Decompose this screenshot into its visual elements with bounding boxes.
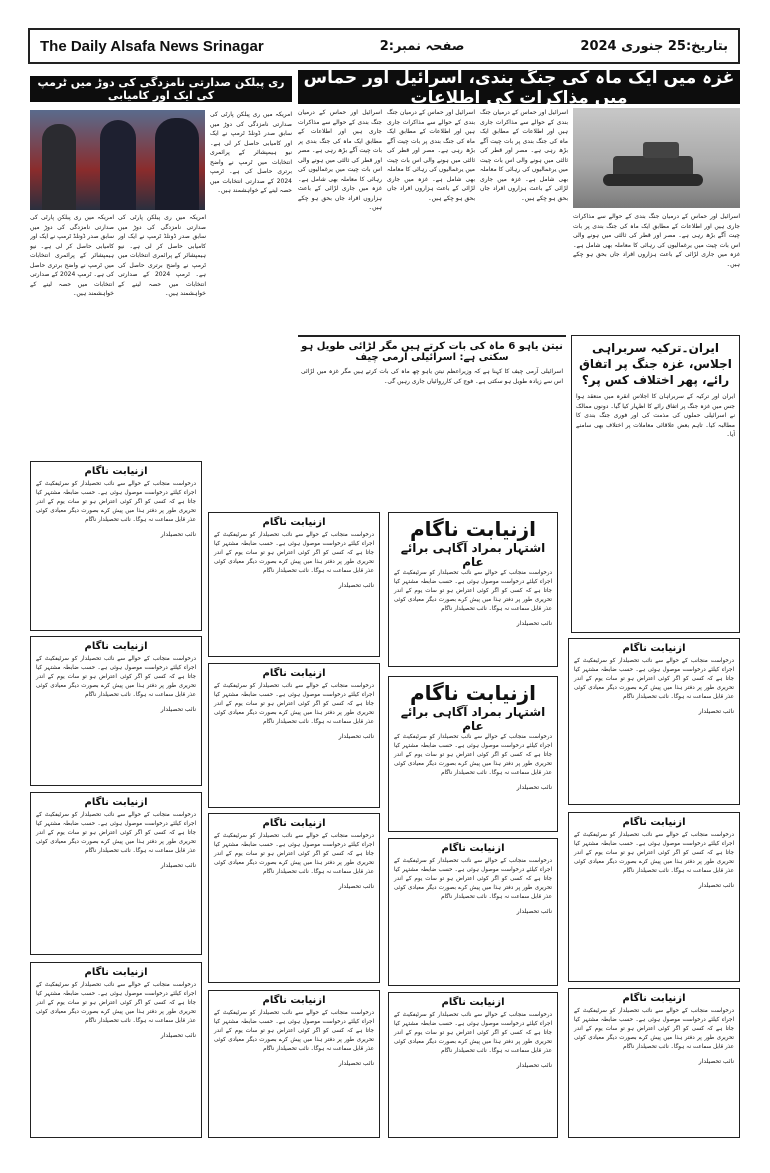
notice-signature: نائب تحصیلدار: [338, 733, 374, 740]
notice-signature: نائب تحصیلدار: [698, 882, 734, 889]
notice-signature: نائب تحصیلدار: [698, 1058, 734, 1065]
notice-signature: نائب تحصیلدار: [160, 1032, 196, 1039]
notice-box: [30, 792, 202, 955]
notice-signature: نائب تحصیلدار: [338, 1060, 374, 1067]
netanyahu-body: اسرائیلی آرمی چیف کا کہنا ہے کہ وزیراعظم نیتن یاہو چھ ماہ کی بات کرتے ہیں مگر غزہ میں لڑائی اس سے زیادہ طویل ہو سکتی ہے۔ فوج کی کارروائیاں جاری رہیں گی۔: [301, 368, 563, 385]
notice-box: [568, 638, 740, 805]
netanyahu-headline: نیتن یاہو 6 ماہ کی بات کرتے ہیں مگر لڑائی طویل ہو سکتی ہے: اسرائیلی آرمی چیف: [301, 341, 563, 363]
notice-heading: ازنیابت ناگام: [84, 466, 148, 477]
notice-box: [568, 988, 740, 1138]
masthead: [28, 28, 740, 64]
notice-box: [208, 990, 380, 1138]
notice-box: [388, 838, 558, 986]
notice-box: [388, 992, 558, 1138]
notice-large-2: [388, 676, 558, 832]
notice-body: درخواست منجانب کے حوالے سے نائب تحصیلدار کو سرٹیفکیٹ کے اجراء کیلئے درخواست موصول ہوئی ہے۔ حسب ضابطہ مشتہر کیا جاتا ہے کہ کسی کو اگر کوئی اعتراض ہو تو سات یوم کے اندر تحریری طور پر دفتر ہذا میں پیش کرے بصورت دیگر معیادی کوئی عذر قابل سماعت نہ ہوگا۔ نائب تحصیلدار ناگام: [394, 734, 552, 776]
notice-heading: ازنیابت ناگام: [441, 843, 505, 854]
notice-signature: نائب تحصیلدار: [160, 531, 196, 538]
trump-headline: ری پبلکن صدارتی نامزدگی کی دوڑ میں ٹرمپ کی ایک اور کامیابی: [30, 76, 292, 102]
trump-photo: [30, 110, 205, 210]
netanyahu-article: [298, 335, 566, 507]
notice-signature: نائب تحصیلدار: [516, 784, 552, 791]
notice-heading: ازنیابت ناگام: [84, 797, 148, 808]
notice-signature: نائب تحصیلدار: [160, 706, 196, 713]
gaza-article-col3: اسرائیل اور حماس کے درمیان جنگ بندی کے حوالے سے مذاکرات جاری ہیں اور اطلاعات کے مطابق ایک ماہ کی جنگ بندی پر بات چیت آگے بڑھ رہی ہے۔ مصر اور قطر کی ثالثی میں ہونے والی اس بات چیت میں یرغمالیوں کی رہائی کا معاملہ بھی شامل ہے۔ غزہ میں جاری لڑائی کے باعث ہزاروں افراد جاں بحق ہو چکے ہیں۔: [387, 109, 475, 202]
tank-photo: [573, 108, 740, 208]
notice-signature: نائب تحصیلدار: [338, 883, 374, 890]
notice-body: درخواست منجانب کے حوالے سے نائب تحصیلدار کو سرٹیفکیٹ کے اجراء کیلئے درخواست موصول ہوئی ہے۔ حسب ضابطہ مشتہر کیا جاتا ہے کہ کسی کو اگر کوئی اعتراض ہو تو سات یوم کے اندر تحریری طور پر دفتر ہذا میں پیش کرے بصورت دیگر معیادی کوئی عذر قابل سماعت نہ ہوگا۔ نائب تحصیلدار ناگام: [394, 1012, 552, 1054]
notice-body: درخواست منجانب کے حوالے سے نائب تحصیلدار کو سرٹیفکیٹ کے اجراء کیلئے درخواست موصول ہوئی ہے۔ حسب ضابطہ مشتہر کیا جاتا ہے کہ کسی کو اگر کوئی اعتراض ہو تو سات یوم کے اندر تحریری طور پر دفتر ہذا میں پیش کرے بصورت دیگر معیادی کوئی عذر قابل سماعت نہ ہوگا۔ نائب تحصیلدار ناگام: [574, 658, 734, 700]
notice-heading: ازنیابت ناگام: [84, 967, 148, 978]
notice-body: درخواست منجانب کے حوالے سے نائب تحصیلدار کو سرٹیفکیٹ کے اجراء کیلئے درخواست موصول ہوئی ہے۔ حسب ضابطہ مشتہر کیا جاتا ہے کہ کسی کو اگر کوئی اعتراض ہو تو سات یوم کے اندر تحریری طور پر دفتر ہذا میں پیش کرے بصورت دیگر معیادی کوئی عذر قابل سماعت نہ ہوگا۔ نائب تحصیلدار ناگام: [394, 570, 552, 612]
notice-box: [30, 636, 202, 786]
notice-heading: ازنیابت ناگام: [262, 995, 326, 1006]
notice-signature: نائب تحصیلدار: [516, 620, 552, 627]
issue-date: بتاریخ:25 جنوری 2024: [580, 38, 728, 54]
iran-article: [571, 335, 740, 633]
notice-signature: نائب تحصیلدار: [516, 1062, 552, 1069]
notice-body: درخواست منجانب کے حوالے سے نائب تحصیلدار کو سرٹیفکیٹ کے اجراء کیلئے درخواست موصول ہوئی ہے۔ حسب ضابطہ مشتہر کیا جاتا ہے کہ کسی کو اگر کوئی اعتراض ہو تو سات یوم کے اندر تحریری طور پر دفتر ہذا میں پیش کرے بصورت دیگر معیادی کوئی عذر قابل سماعت نہ ہوگا۔ نائب تحصیلدار ناگام: [36, 982, 196, 1024]
notice-signature: نائب تحصیلدار: [338, 582, 374, 589]
notice-heading: ازنیابت ناگام: [409, 517, 536, 541]
notice-heading: ازنیابت ناگام: [262, 668, 326, 679]
notice-subheading: اشتہار بمراد آگاہی برائے عام: [400, 705, 546, 733]
notice-box: [208, 663, 380, 808]
notice-heading: ازنیابت ناگام: [622, 817, 686, 828]
notice-heading: ازنیابت ناگام: [84, 641, 148, 652]
iran-body: ایران اور ترکیہ کے سربراہان کا اجلاس انقرہ میں منعقد ہوا جس میں غزہ جنگ پر اتفاق رائے کا اظہار کیا گیا۔ دونوں ممالک نے اسرائیلی حملوں کی مذمت کی اور فوری جنگ بندی کا مطالبہ کیا۔ تاہم بعض علاقائی معاملات پر اختلاف بھی سامنے آیا۔: [576, 393, 735, 438]
main-headline: غزہ میں ایک ماہ کی جنگ بندی، اسرائیل اور حماس میں مذاکرات کی اطلاعات: [298, 70, 740, 104]
notice-box: [30, 461, 202, 631]
newspaper-title: The Daily Alsafa News Srinagar: [40, 37, 264, 55]
notice-body: درخواست منجانب کے حوالے سے نائب تحصیلدار کو سرٹیفکیٹ کے اجراء کیلئے درخواست موصول ہوئی ہے۔ حسب ضابطہ مشتہر کیا جاتا ہے کہ کسی کو اگر کوئی اعتراض ہو تو سات یوم کے اندر تحریری طور پر دفتر ہذا میں پیش کرے بصورت دیگر معیادی کوئی عذر قابل سماعت نہ ہوگا۔ نائب تحصیلدار ناگام: [394, 858, 552, 900]
notice-signature: نائب تحصیلدار: [698, 708, 734, 715]
trump-article-col2: امریکہ میں ری پبلکن پارٹی کی صدارتی نامزدگی کی دوڑ میں سابق صدر ڈونلڈ ٹرمپ نے ایک اور کامیابی حاصل کر لی ہے۔ نیو ہیمپشائر کے پرائمری انتخابات میں ٹرمپ نے واضح برتری حاصل کی ہے۔ ٹرمپ 2024 کے صدارتی انتخابات میں حصہ لینے کے خواہشمند ہیں۔: [118, 214, 206, 297]
gaza-article-col2: اسرائیل اور حماس کے درمیان جنگ بندی کے حوالے سے مذاکرات جاری ہیں اور اطلاعات کے مطابق ایک ماہ کی جنگ بندی پر بات چیت آگے بڑھ رہی ہے۔ مصر اور قطر کی ثالثی میں ہونے والی اس بات چیت میں یرغمالیوں کی رہائی کا معاملہ بھی شامل ہے۔ غزہ میں جاری لڑائی کے باعث ہزاروں افراد جاں بحق ہو چکے ہیں۔: [480, 109, 568, 202]
notice-box: [208, 813, 380, 983]
notice-heading: ازنیابت ناگام: [441, 997, 505, 1008]
notice-body: درخواست منجانب کے حوالے سے نائب تحصیلدار کو سرٹیفکیٹ کے اجراء کیلئے درخواست موصول ہوئی ہے۔ حسب ضابطہ مشتہر کیا جاتا ہے کہ کسی کو اگر کوئی اعتراض ہو تو سات یوم کے اندر تحریری طور پر دفتر ہذا میں پیش کرے بصورت دیگر معیادی کوئی عذر قابل سماعت نہ ہوگا۔ نائب تحصیلدار ناگام: [214, 833, 374, 875]
notice-body: درخواست منجانب کے حوالے سے نائب تحصیلدار کو سرٹیفکیٹ کے اجراء کیلئے درخواست موصول ہوئی ہے۔ حسب ضابطہ مشتہر کیا جاتا ہے کہ کسی کو اگر کوئی اعتراض ہو تو سات یوم کے اندر تحریری طور پر دفتر ہذا میں پیش کرے بصورت دیگر معیادی کوئی عذر قابل سماعت نہ ہوگا۔ نائب تحصیلدار ناگام: [36, 812, 196, 854]
notice-large-1: [388, 512, 558, 667]
gaza-article-col4: اسرائیل اور حماس کے درمیان جنگ بندی کے حوالے سے مذاکرات جاری ہیں اور اطلاعات کے مطابق ایک ماہ کی جنگ بندی پر بات چیت آگے بڑھ رہی ہے۔ مصر اور قطر کی ثالثی میں ہونے والی اس بات چیت میں یرغمالیوں کی رہائی کا معاملہ بھی شامل ہے۔ غزہ میں جاری لڑائی کے باعث ہزاروں افراد جاں بحق ہو چکے ہیں۔: [298, 109, 382, 211]
notice-heading: ازنیابت ناگام: [622, 993, 686, 1004]
page-number: صفحہ نمبر:2: [379, 38, 465, 54]
notice-body: درخواست منجانب کے حوالے سے نائب تحصیلدار کو سرٹیفکیٹ کے اجراء کیلئے درخواست موصول ہوئی ہے۔ حسب ضابطہ مشتہر کیا جاتا ہے کہ کسی کو اگر کوئی اعتراض ہو تو سات یوم کے اندر تحریری طور پر دفتر ہذا میں پیش کرے بصورت دیگر معیادی کوئی عذر قابل سماعت نہ ہوگا۔ نائب تحصیلدار ناگام: [36, 656, 196, 698]
notice-body: درخواست منجانب کے حوالے سے نائب تحصیلدار کو سرٹیفکیٹ کے اجراء کیلئے درخواست موصول ہوئی ہے۔ حسب ضابطہ مشتہر کیا جاتا ہے کہ کسی کو اگر کوئی اعتراض ہو تو سات یوم کے اندر تحریری طور پر دفتر ہذا میں پیش کرے بصورت دیگر معیادی کوئی عذر قابل سماعت نہ ہوگا۔ نائب تحصیلدار ناگام: [214, 683, 374, 725]
notice-body: درخواست منجانب کے حوالے سے نائب تحصیلدار کو سرٹیفکیٹ کے اجراء کیلئے درخواست موصول ہوئی ہے۔ حسب ضابطہ مشتہر کیا جاتا ہے کہ کسی کو اگر کوئی اعتراض ہو تو سات یوم کے اندر تحریری طور پر دفتر ہذا میں پیش کرے بصورت دیگر معیادی کوئی عذر قابل سماعت نہ ہوگا۔ نائب تحصیلدار ناگام: [574, 1008, 734, 1050]
trump-article-col1: امریکہ میں ری پبلکن پارٹی کی صدارتی نامزدگی کی دوڑ میں سابق صدر ڈونلڈ ٹرمپ نے ایک اور کامیابی حاصل کر لی ہے۔ نیو ہیمپشائر کے پرائمری انتخابات میں ٹرمپ نے واضح برتری حاصل کی ہے۔ ٹرمپ 2024 کے صدارتی انتخابات میں حصہ لینے کے خواہشمند ہیں۔: [210, 111, 292, 194]
notice-heading: ازنیابت ناگام: [262, 818, 326, 829]
notice-heading: ازنیابت ناگام: [409, 681, 536, 705]
notice-subheading: اشتہار بمراد آگاہی برائے عام: [400, 541, 546, 569]
notice-body: درخواست منجانب کے حوالے سے نائب تحصیلدار کو سرٹیفکیٹ کے اجراء کیلئے درخواست موصول ہوئی ہے۔ حسب ضابطہ مشتہر کیا جاتا ہے کہ کسی کو اگر کوئی اعتراض ہو تو سات یوم کے اندر تحریری طور پر دفتر ہذا میں پیش کرے بصورت دیگر معیادی کوئی عذر قابل سماعت نہ ہوگا۔ نائب تحصیلدار ناگام: [574, 832, 734, 874]
notice-heading: ازنیابت ناگام: [262, 517, 326, 528]
notice-signature: نائب تحصیلدار: [516, 908, 552, 915]
notice-box: [30, 962, 202, 1138]
notice-heading: ازنیابت ناگام: [622, 643, 686, 654]
notice-body: درخواست منجانب کے حوالے سے نائب تحصیلدار کو سرٹیفکیٹ کے اجراء کیلئے درخواست موصول ہوئی ہے۔ حسب ضابطہ مشتہر کیا جاتا ہے کہ کسی کو اگر کوئی اعتراض ہو تو سات یوم کے اندر تحریری طور پر دفتر ہذا میں پیش کرے بصورت دیگر معیادی کوئی عذر قابل سماعت نہ ہوگا۔ نائب تحصیلدار ناگام: [214, 532, 374, 574]
notice-signature: نائب تحصیلدار: [160, 862, 196, 869]
trump-article-col3: امریکہ میں ری پبلکن پارٹی کی صدارتی نامزدگی کی دوڑ میں سابق صدر ڈونلڈ ٹرمپ نے ایک اور کامیابی حاصل کر لی ہے۔ نیو ہیمپشائر کے پرائمری انتخابات میں ٹرمپ نے واضح برتری حاصل کی ہے۔ ٹرمپ 2024 کے صدارتی انتخابات میں حصہ لینے کے خواہشمند ہیں۔: [30, 214, 114, 297]
gaza-article-col1: اسرائیل اور حماس کے درمیان جنگ بندی کے حوالے سے مذاکرات جاری ہیں اور اطلاعات کے مطابق ایک ماہ کی جنگ بندی پر بات چیت آگے بڑھ رہی ہے۔ مصر اور قطر کی ثالثی میں ہونے والی اس بات چیت میں یرغمالیوں کی رہائی کا معاملہ بھی شامل ہے۔ غزہ میں جاری لڑائی کے باعث ہزاروں افراد جاں بحق ہو چکے ہیں۔: [573, 213, 740, 268]
iran-headline: ایران۔ترکیہ سربراہی اجلاس، غزہ جنگ پر اتفاق رائے، پھر اختلاف کس پر؟: [579, 341, 732, 387]
notice-body: درخواست منجانب کے حوالے سے نائب تحصیلدار کو سرٹیفکیٹ کے اجراء کیلئے درخواست موصول ہوئی ہے۔ حسب ضابطہ مشتہر کیا جاتا ہے کہ کسی کو اگر کوئی اعتراض ہو تو سات یوم کے اندر تحریری طور پر دفتر ہذا میں پیش کرے بصورت دیگر معیادی کوئی عذر قابل سماعت نہ ہوگا۔ نائب تحصیلدار ناگام: [36, 481, 196, 523]
notice-body: درخواست منجانب کے حوالے سے نائب تحصیلدار کو سرٹیفکیٹ کے اجراء کیلئے درخواست موصول ہوئی ہے۔ حسب ضابطہ مشتہر کیا جاتا ہے کہ کسی کو اگر کوئی اعتراض ہو تو سات یوم کے اندر تحریری طور پر دفتر ہذا میں پیش کرے بصورت دیگر معیادی کوئی عذر قابل سماعت نہ ہوگا۔ نائب تحصیلدار ناگام: [214, 1010, 374, 1052]
notice-box: [568, 812, 740, 982]
notice-box: [208, 512, 380, 657]
